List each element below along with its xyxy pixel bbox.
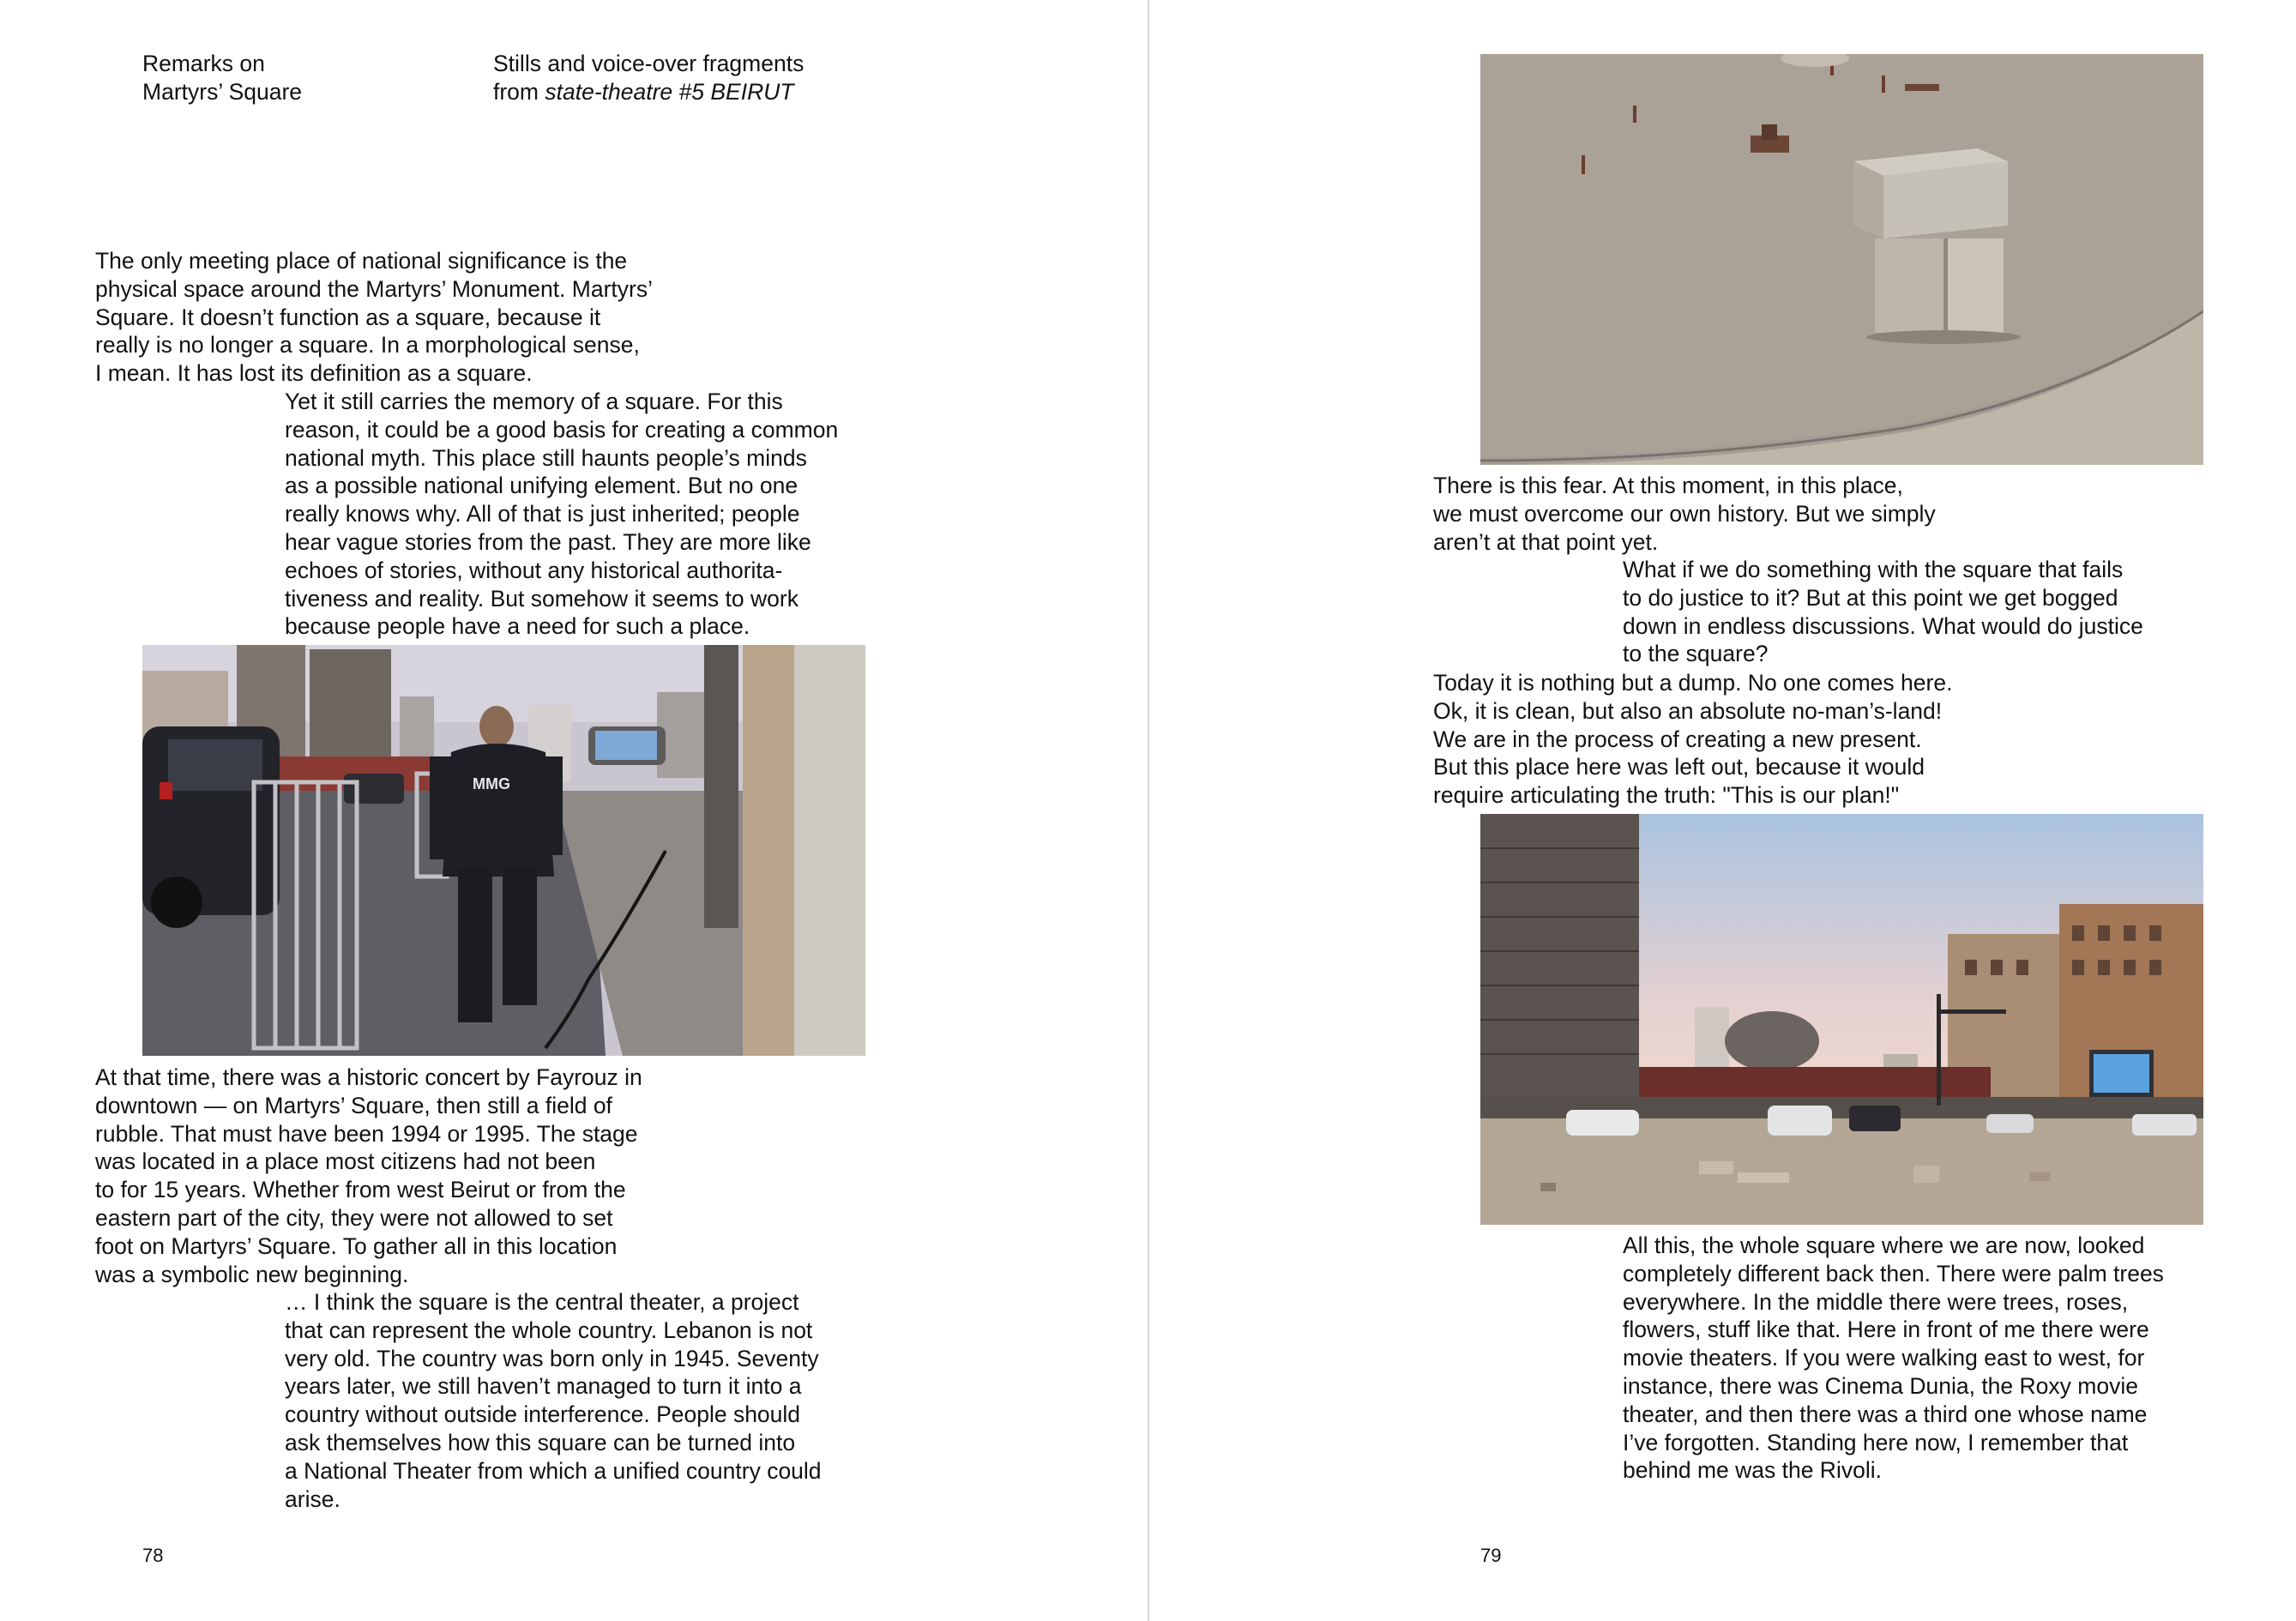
photo-street-guard-illustration <box>142 645 865 1056</box>
guard-shirt-text: MMG <box>473 775 510 792</box>
body-paragraph-1: The only meeting place of national significance is the physical space around the Martyrs’ Monument. Martyrs’ Square. It doesn’t function as a square, because it really is no longer a square. In a morphological sense, I mean. It has lost its definition as a square. <box>95 248 653 387</box>
body-paragraph-7: Today it is nothing but a dump. No one comes here. Ok, it is clean, but also an absolute no-man’s-land! We are in the process of creating a new present. But this place here was left out, because it would require articulating the truth: "This is our plan!" <box>1433 670 1953 809</box>
body-paragraph-4: … I think the square is the central theater, a project that can represent the whole country. Lebanon is not very old. The country was born only in 1945. Seventy years later, we still haven’t managed to turn it into a country without outside interference. People should ask themselves how this square can be turned into a National Theater from which a unified country could arise. <box>285 1289 822 1512</box>
header-line-1: Stills and voice-over fragments <box>493 51 805 76</box>
body-paragraph-2: Yet it still carries the memory of a square. For this reason, it could be a good basis for creating a common national myth. This place still haunts people’s minds as a possible national unifying element. But no one really knows why. All of that is just inherited; people hear vague stories from the past. They are more like echoes of stories, without any historical authorita- tiveness and reality. But somehow it seems to work because people have a need for such a place. <box>285 389 839 640</box>
page-number: 79 <box>1480 1545 1502 1566</box>
right-page <box>1149 0 2296 1621</box>
running-header-right <box>493 50 804 106</box>
body-paragraph-3: At that time, there was a historic concert by Fayrouz in downtown — on Martyrs’ Square, then still a field of rubble. That must have been 1994 or 1995. The stage was located in a place most citizens had not been to for 15 years. Whether from west Beirut or from the eastern part of the city, they were not allowed to set foot on Martyrs’ Square. To gather all in this location was a symbolic new beginning. <box>95 1064 642 1287</box>
running-header-left: Remarks on Martyrs’ Square <box>142 51 303 105</box>
photo-square-dusk <box>1480 814 2203 1225</box>
photo-concrete-blocks-illustration <box>1480 54 2203 465</box>
photo-square-dusk-illustration <box>1480 814 2203 1225</box>
page-number: 78 <box>142 1545 164 1566</box>
photo-street-guard <box>142 645 865 1056</box>
photo-concrete-blocks <box>1480 54 2203 465</box>
body-paragraph-5: There is this fear. At this moment, in this place, we must overcome our own history. But we simply aren’t at that point yet. <box>1433 473 1936 555</box>
film-title: state-theatre #5 BEIRUT <box>545 78 794 105</box>
body-paragraph-8: All this, the whole square where we are now, looked completely different back then. There were palm trees everywhere. In the middle there were trees, roses, flowers, stuff like that. Here in front of me there were movie theaters. If you were walking east to west, for instance, there was Cinema Dunia, the Roxy movie theater, and then there was a third one whose name I’ve forgotten. Standing here now, I remember that behind me was the Rivoli. <box>1623 1232 2164 1484</box>
body-paragraph-6: What if we do something with the square that fails to do justice to it? But at this point we get bogged down in endless discussions. What would do justice to the square? <box>1623 557 2143 667</box>
header-from: from <box>493 78 545 105</box>
